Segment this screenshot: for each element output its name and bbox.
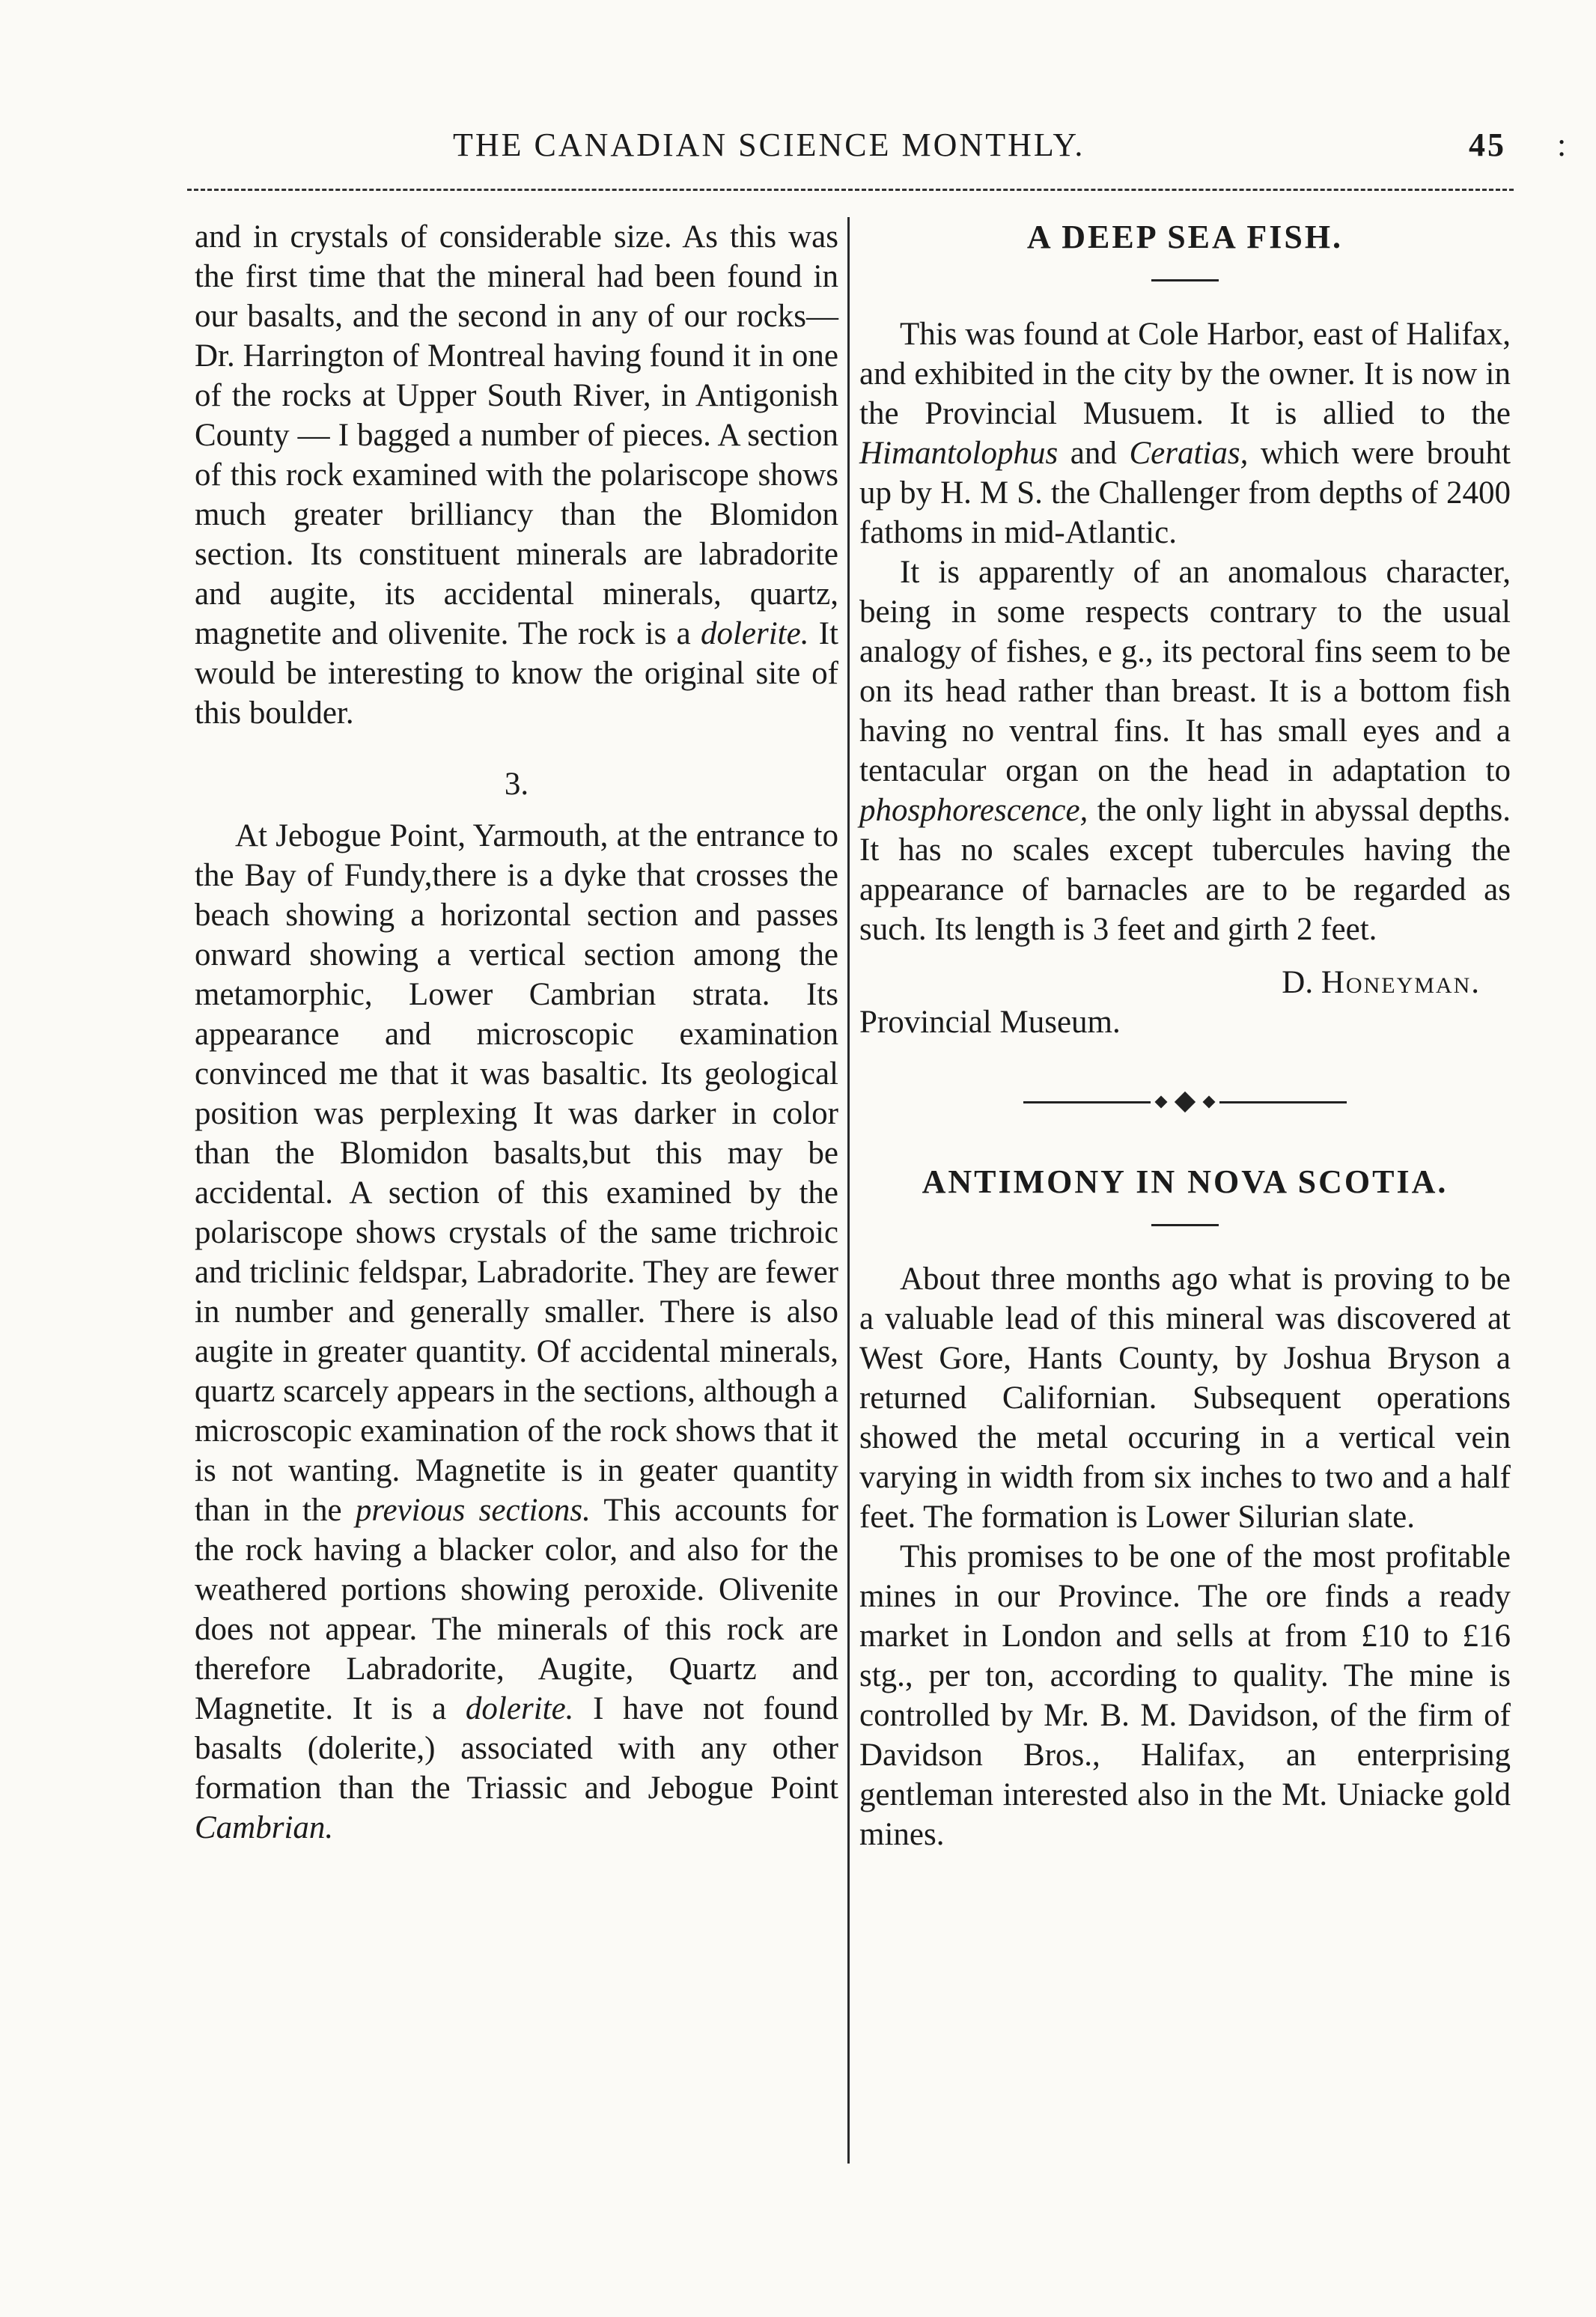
text-run: This was found at Cole Harbor, east of Halifax, and exhibited in the city by the owner. It is now in the Provincial Musuem. It is allied to the xyxy=(859,317,1511,431)
signature-name: Honeyman. xyxy=(1321,965,1481,1000)
column-divider xyxy=(847,217,850,2164)
section-number: 3. xyxy=(504,767,529,802)
header-separator: : xyxy=(1557,127,1569,163)
article-title-deep-sea-fish: A DEEP SEA FISH. xyxy=(1026,219,1344,255)
text-run: and in crystals of considerable size. As this was the first time that the mineral had been found in our basalts, and the second in any of our rocks—Dr. Harrington of Montreal having found it in one of the rocks at Upper South River, in Antigonish County — I bagged a number of pieces. A section of this rock examined with the polariscope shows much greater brilliancy than the Blomidon section. Its constituent minerals are labradorite and augite, its accidental minerals, quartz, magnetite and olivenite. The rock is a xyxy=(195,219,838,651)
title-rule xyxy=(1151,279,1219,281)
text-run: the only light in abyssal depths. It has no scales except tubercules having the appearance of barnacles are to be regarded as such. Its length is 3 feet and girth 2 feet. xyxy=(859,793,1511,947)
ornament-line xyxy=(1219,1101,1347,1103)
author-affiliation: Provincial Museum. xyxy=(859,1005,1121,1040)
author-signature xyxy=(859,963,1511,1002)
running-head xyxy=(187,126,1569,171)
italic-term: previous sections. xyxy=(355,1493,591,1528)
signature-initial: D. xyxy=(1282,965,1321,1000)
page-number: 45 xyxy=(1469,127,1506,163)
italic-term: Himantolophus xyxy=(859,436,1059,471)
italic-term: Ceratias, xyxy=(1129,436,1249,471)
paragraph-fish-description xyxy=(859,552,1511,949)
text-run: It is apparently of an anomalous character, being in some respects contrary to the usual analogy of fishes, e g., its pectoral fins seem to be on its head rather than breast. It is a bottom fish having no ventral fins. It has small eyes and a tentacular organ on the head in adaptation to xyxy=(859,555,1511,788)
header-rule xyxy=(187,189,1514,191)
paragraph-jebogue-point xyxy=(195,816,838,1848)
paragraph-boulder xyxy=(195,217,838,733)
section-ornament xyxy=(859,1094,1511,1109)
paragraph-antimony-market: This promises to be one of the most profitable mines in our Province. The ore finds a ready market in London and sells at from £10 to £16 stg., per ton, according to quality. The mine is controlled by Mr. B. M. Davidson, of the firm of Davidson Bros., Halifax, an enterprising gentleman interested also in the Mt. Uniacke gold mines. xyxy=(859,1539,1511,1852)
title-rule xyxy=(1151,1224,1219,1226)
right-column xyxy=(859,217,1511,1854)
text-run: It would be interesting to know the original site of this boulder. xyxy=(195,616,838,731)
paragraph-fish-found xyxy=(859,314,1511,552)
ornament-diamond xyxy=(1203,1096,1216,1109)
text-run: I have not found basalts (dolerite,) associated with any other formation than the Triassic and Jebogue Point xyxy=(195,1691,838,1806)
ornament-diamond xyxy=(1175,1091,1196,1112)
text-run: At Jebogue Point, Yarmouth, at the entrance to the Bay of Fundy,there is a dyke that crosses the beach showing a horizontal section and passes onward showing a vertical section among the metamorphic, Lower Cambrian strata. Its appearance and microscopic examination convinced me that it was basaltic. Its geological position was perplexing It was darker in color than the Blomidon basalts,but this may be accidental. A section of this examined by the polariscope shows crystals of the same trichroic and triclinic feldspar, Labradorite. They are fewer in number and generally smaller. There is also augite in greater quantity. Of accidental minerals, quartz scarcely appears in the sections, although a microscopic examination of the rock shows that it is not wanting. Magnetite is in geater quantity than in the xyxy=(195,818,838,1528)
italic-term: phosphorescence, xyxy=(859,793,1088,828)
ornament-line xyxy=(1023,1101,1151,1103)
running-title: THE CANADIAN SCIENCE MONTHLY. xyxy=(453,127,1085,163)
left-column xyxy=(195,217,838,1848)
text-run: and xyxy=(1058,436,1130,471)
italic-term: dolerite. xyxy=(465,1691,574,1726)
article-title-antimony: ANTIMONY IN NOVA SCOTIA. xyxy=(922,1163,1449,1200)
paragraph-antimony-discovery: About three months ago what is proving to be a valuable lead of this mineral was discovered at West Gore, Hants County, by Joshua Bryson a returned Californian. Subsequent operations showed the metal occuring in a vertical vein varying in width from six inches to two and a half feet. The formation is Lower Silurian slate. xyxy=(859,1261,1511,1535)
text-run: This accounts for the rock having a blacker color, and also for the weathered portions showing peroxide. Olivenite does not appear. The minerals of this rock are therefore Labradorite, Augite, Quartz and Magnetite. It is a xyxy=(195,1493,839,1726)
text-run: which were brouht up by H. M S. the Challenger from depths of 2400 fathoms in mid-Atlantic. xyxy=(859,436,1511,550)
ornament-diamond xyxy=(1155,1096,1168,1109)
italic-term: dolerite. xyxy=(700,616,809,651)
italic-term: Cambrian. xyxy=(195,1810,334,1845)
